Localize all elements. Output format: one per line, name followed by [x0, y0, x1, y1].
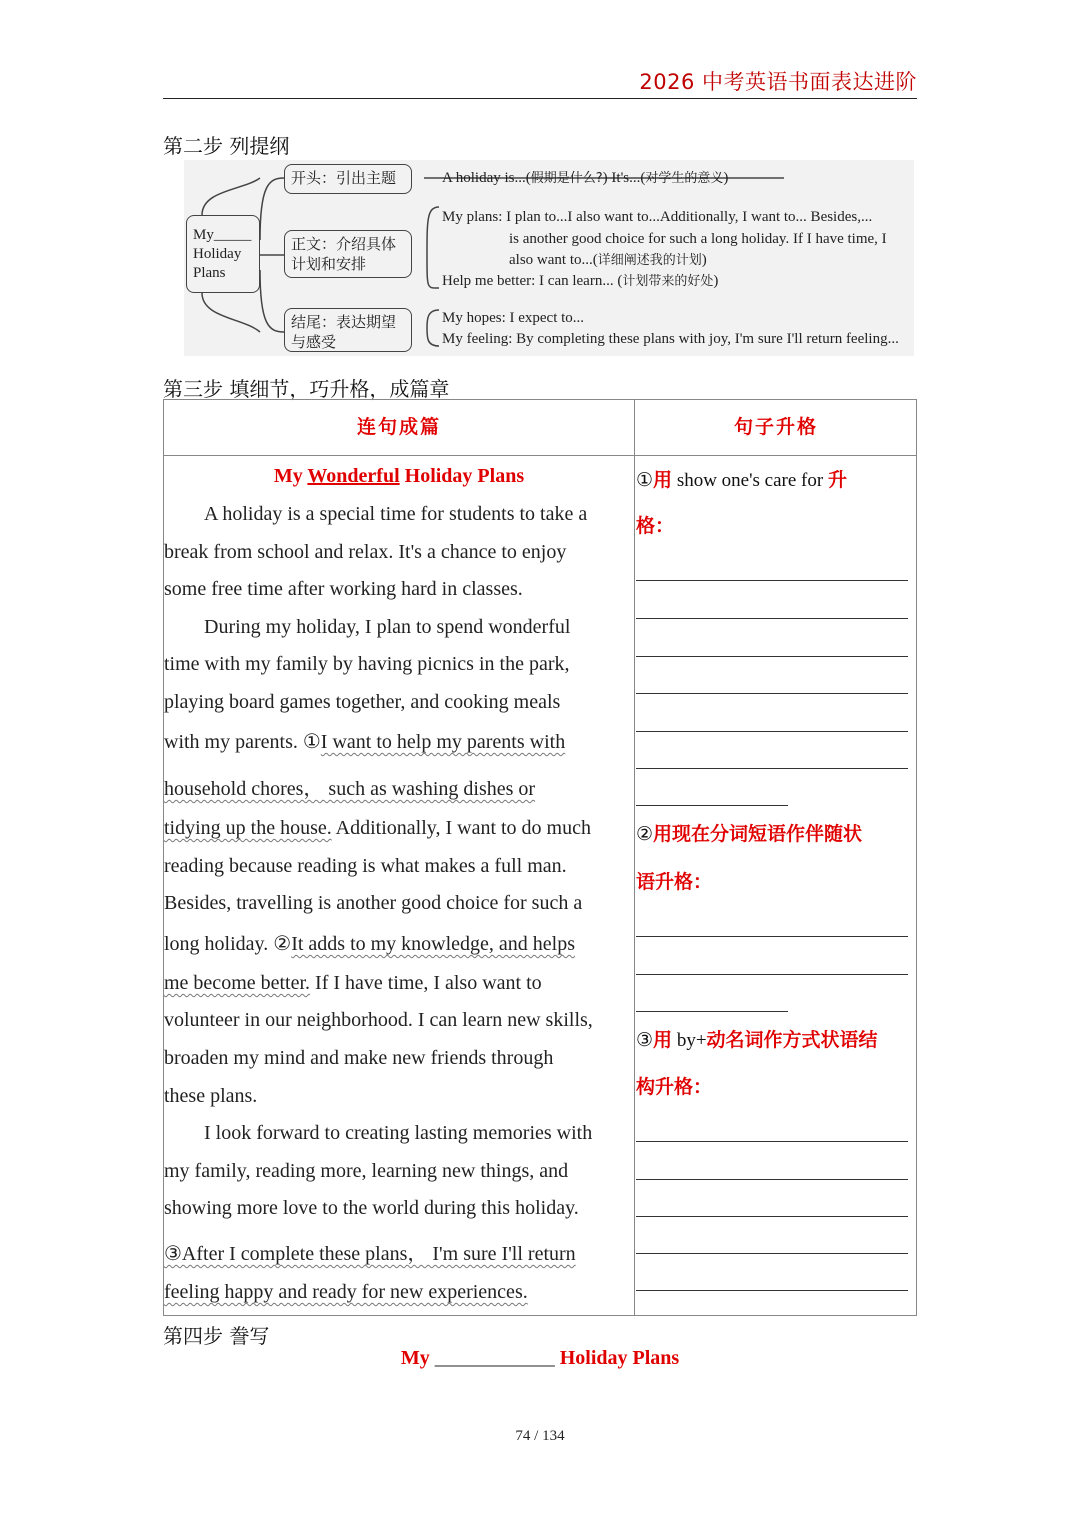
ending-detail-2: My feeling: By completing these plans with joy, I'm sure I'll return feeling... [442, 331, 899, 347]
connector-opening [260, 178, 284, 240]
page-number: 74 / 134 [515, 1428, 565, 1444]
answer-line[interactable] [636, 693, 908, 694]
essay-line: Besides, travelling is another good choice for such a [164, 892, 583, 914]
essay-title: My Wonderful Holiday Plans [273, 465, 525, 487]
essay-line: A holiday is a special time for students to take a [204, 503, 588, 525]
essay-line: reading because reading is what makes a full man. [164, 855, 567, 877]
table-header-divider [164, 455, 916, 456]
essay-line: playing board games together, and cooking meals [164, 691, 561, 713]
essay-line: tidying up the house. Additionally, I want to do much [164, 817, 591, 839]
root-line-1: My_____ [193, 227, 252, 243]
branch-opening-text: 开头：引出主题 [291, 169, 397, 187]
upgrade-tip-2-cont: 语升格： [636, 871, 713, 893]
essay-line: broaden my mind and make new friends through [164, 1047, 554, 1069]
essay-line: my family, reading more, learning new things, and [164, 1160, 569, 1182]
mindmap-root [186, 215, 260, 293]
answer-line[interactable] [636, 618, 908, 619]
writing-table [163, 399, 917, 1316]
upgrade-tip-2: ②用现在分词短语作伴随状 [636, 823, 863, 845]
brace-body [427, 207, 439, 288]
connector-root-bottom [202, 293, 260, 332]
target-sentence-1: I want to help my parents with [320, 731, 566, 753]
essay-title-keyword: Wonderful [307, 465, 400, 487]
final-essay-title: My ____________ Holiday Plans [400, 1347, 680, 1369]
answer-line[interactable] [636, 768, 908, 769]
root-line-2: Holiday [193, 246, 242, 262]
essay-line: me become better. If I have time, I also want to [164, 972, 542, 994]
body-detail-4: Help me better: I can learn... (计划带来的好处) [442, 273, 719, 289]
branch-ending-text-2: 与感受 [291, 333, 337, 351]
opening-detail: A holiday is...(假期是什么?) It's...(对学生的意义) [442, 170, 729, 186]
branch-ending-label [284, 308, 412, 352]
body-detail-3: also want to...(详细阐述我的计划) [509, 252, 707, 268]
body-detail-1: My plans: I plan to...I also want to...Additionally, I want to... Besides,... [442, 209, 873, 225]
answer-line[interactable] [636, 936, 908, 937]
body-detail-2: is another good choice for such a long holiday. If I have time, I [509, 231, 887, 247]
step3-heading: 第三步 填细节，巧升格，成篇章 [163, 377, 450, 401]
answer-line[interactable] [636, 1290, 908, 1291]
upgrade-tip-3: ③用 by+动名词作方式状语结 [636, 1029, 878, 1051]
answer-line[interactable] [636, 656, 908, 657]
branch-ending-text-1: 结尾：表达期望 [291, 313, 397, 331]
table-column-divider [634, 400, 635, 1315]
connector-ending [260, 270, 284, 332]
branch-opening-label [284, 164, 412, 194]
upgrade-tip-1: ①用 show one's care for 升 [636, 469, 847, 491]
essay-line: volunteer in our neighborhood. I can learn new skills, [164, 1009, 593, 1031]
answer-line[interactable] [636, 1253, 908, 1254]
essay-line: long holiday. ②It adds to my knowledge, and helps [164, 933, 576, 955]
answer-line[interactable] [636, 1179, 908, 1180]
answer-line[interactable] [636, 1141, 908, 1142]
answer-line[interactable] [636, 974, 908, 975]
essay-line: During my holiday, I plan to spend wonderful [204, 616, 571, 638]
answer-line[interactable] [636, 1216, 908, 1217]
title-blank: ____________ [434, 1347, 555, 1369]
step2-heading: 第二步 列提纲 [163, 134, 290, 158]
branch-body-label [284, 230, 412, 278]
branch-body-text-2: 计划和安排 [291, 255, 367, 273]
upgrade-tip-1-cont: 格： [636, 515, 675, 537]
column-header-essay: 连句成篇 [356, 416, 441, 438]
header-title: 2026 中考英语书面表达进阶 [639, 70, 917, 94]
essay-line: break from school and relax. It's a chance to enjoy [164, 541, 567, 563]
answer-line[interactable] [636, 580, 908, 581]
essay-line: some free time after working hard in classes. [164, 578, 523, 600]
target-sentence-3: ③After I complete these plans， I'm sure I'll return [164, 1243, 576, 1265]
essay-line: household chores， such as washing dishes or [164, 778, 536, 800]
step4-heading: 第四步 誊写 [163, 1324, 270, 1348]
header-rule [163, 98, 917, 99]
target-sentence-2: It adds to my knowledge, and helps [291, 933, 576, 955]
essay-line: with my parents. ①I want to help my parents with [164, 731, 566, 753]
outline-mindmap [184, 160, 914, 356]
connector-root-top [202, 178, 260, 215]
answer-line[interactable] [636, 805, 788, 806]
branch-body-text-1: 正文：介绍具体 [291, 235, 397, 253]
essay-line: time with my family by having picnics in the park, [164, 653, 570, 675]
answer-line[interactable] [636, 731, 908, 732]
brace-ending [427, 310, 439, 346]
upgrade-tip-3-cont: 构升格： [636, 1076, 713, 1098]
ending-detail-1: My hopes: I expect to... [442, 310, 585, 326]
column-header-upgrade: 句子升格 [733, 416, 818, 438]
root-line-3: Plans [193, 265, 226, 281]
answer-line[interactable] [636, 1011, 788, 1012]
essay-line: I look forward to creating lasting memories with [204, 1122, 593, 1144]
essay-line: showing more love to the world during this holiday. [164, 1197, 579, 1219]
essay-line: these plans. [164, 1085, 258, 1107]
essay-line: feeling happy and ready for new experiences. [164, 1281, 528, 1303]
